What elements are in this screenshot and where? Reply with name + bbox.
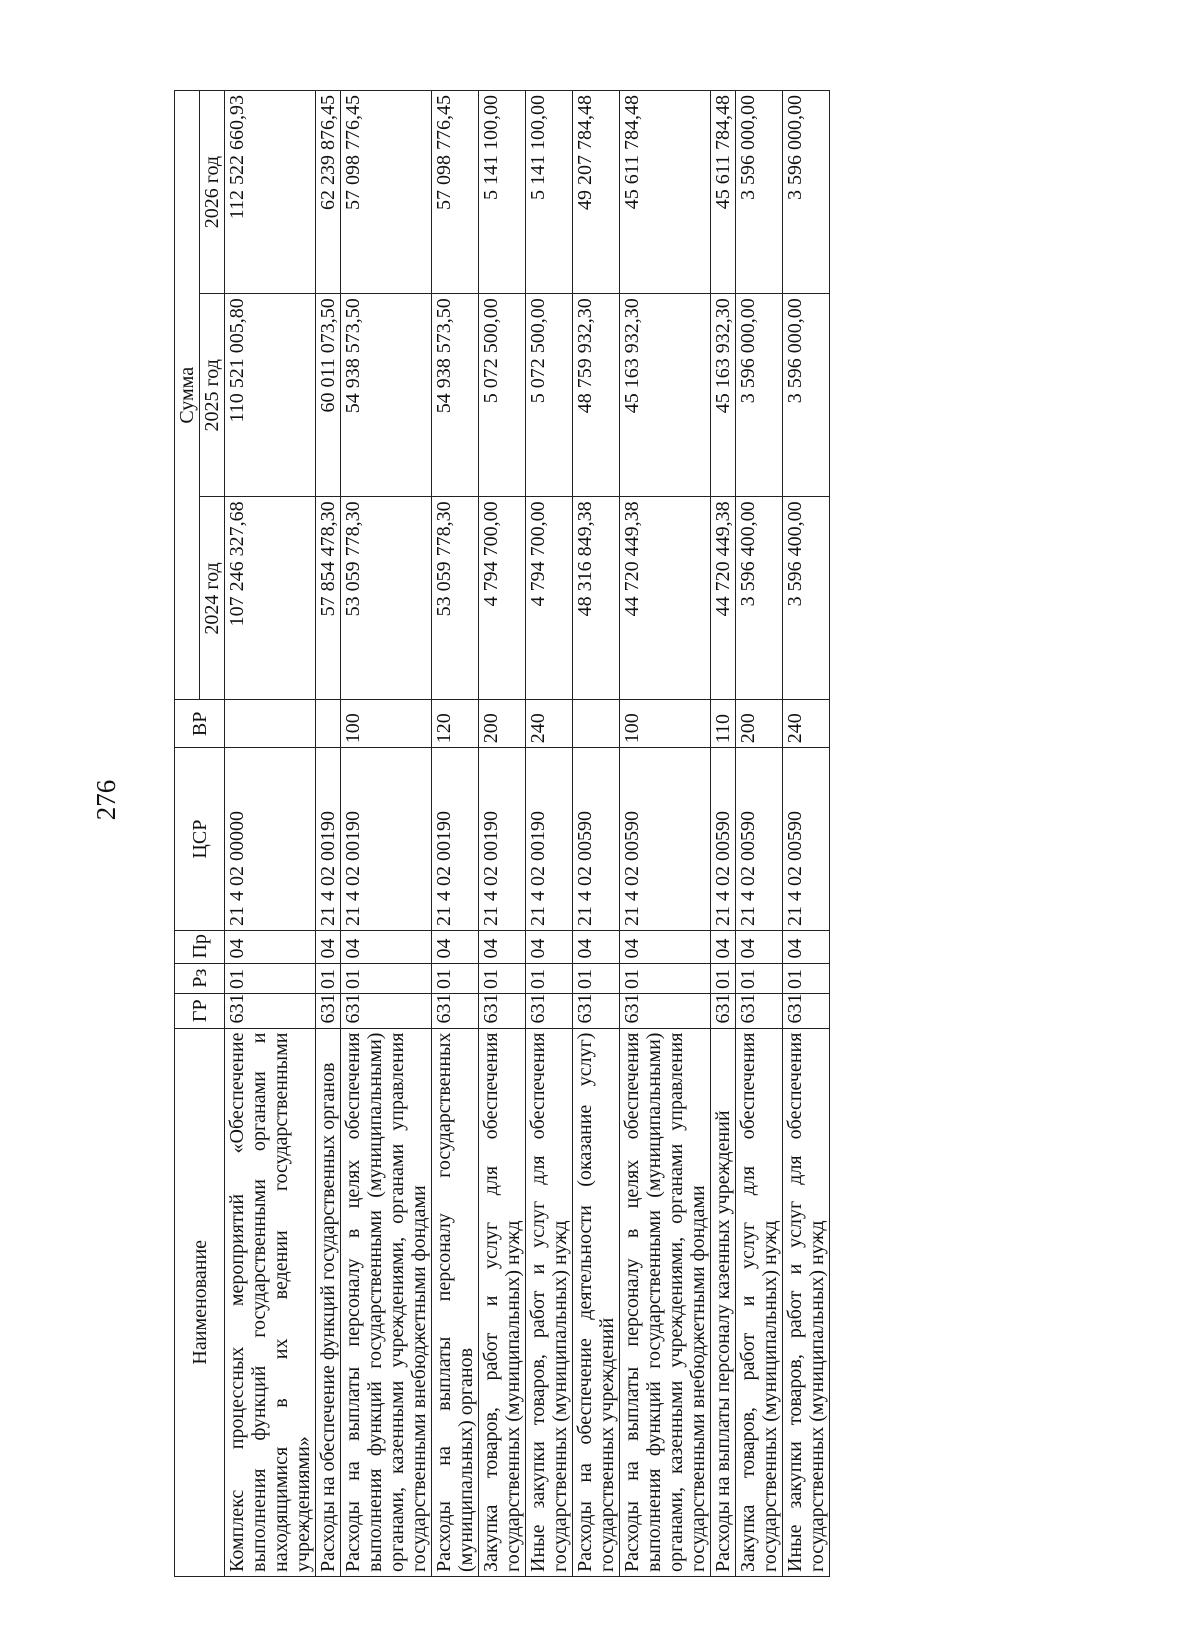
row-vr-cell [225, 700, 316, 748]
row-amount-2024-cell: 57 854 478,30 [316, 497, 341, 700]
row-name-cell: Закупка товаров, работ и услуг для обеспечения государственных (муниципальных) нужд [736, 1028, 783, 1576]
row-rz-cell: 01 [341, 963, 432, 993]
table-row [711, 91, 736, 1577]
row-amount-2026-cell: 3 596 000,00 [783, 91, 830, 294]
row-csr-cell: 21 4 02 00190 [316, 748, 341, 931]
row-gr-cell: 631 [432, 994, 479, 1029]
row-amount-2025-cell: 54 938 573,50 [341, 294, 432, 497]
row-csr-cell: 21 4 02 00590 [783, 748, 830, 931]
header-rz: Рз [175, 963, 225, 993]
row-rz-cell: 01 [432, 963, 479, 993]
row-gr-cell: 631 [479, 994, 526, 1029]
row-name-cell: Закупка товаров, работ и услуг для обеспечения государственных (муниципальных) нужд [479, 1028, 526, 1576]
row-amount-2024-cell: 4 794 700,00 [526, 497, 573, 700]
row-csr-cell: 21 4 02 00000 [225, 748, 316, 931]
row-amount-2024-cell: 53 059 778,30 [341, 497, 432, 700]
row-name-cell: Иные закупки товаров, работ и услуг для обеспечения государственных (муниципальных) нужд [526, 1028, 573, 1576]
row-amount-2025-cell: 45 163 932,30 [711, 294, 736, 497]
table-row [783, 91, 830, 1577]
table-row [620, 91, 711, 1577]
row-name-cell: Комплекс процессных мероприятий «Обеспечение выполнения функций государственными органами и находящимися в их ведении государственными учреждениями» [225, 1028, 316, 1576]
row-name-cell: Расходы на выплаты персоналу казенных учреждений [711, 1028, 736, 1576]
row-gr-cell: 631 [316, 994, 341, 1029]
row-name-cell: Расходы на обеспечение функций государственных органов [316, 1028, 341, 1576]
row-csr-cell: 21 4 02 00190 [526, 748, 573, 931]
row-gr-cell: 631 [736, 994, 783, 1029]
row-rz-cell: 01 [711, 963, 736, 993]
header-year-2026: 2026 год [200, 91, 225, 294]
row-gr-cell: 631 [225, 994, 316, 1029]
row-pr-cell: 04 [736, 931, 783, 964]
row-pr-cell: 04 [225, 931, 316, 964]
row-amount-2026-cell: 49 207 784,48 [573, 91, 620, 294]
row-name-cell: Расходы на обеспечение деятельности (оказание услуг) государственных учреждений [573, 1028, 620, 1576]
table-row [316, 91, 341, 1577]
header-pr: Пр [175, 931, 225, 964]
row-gr-cell: 631 [620, 994, 711, 1029]
row-vr-cell: 100 [341, 700, 432, 748]
row-amount-2025-cell: 54 938 573,50 [432, 294, 479, 497]
table-row [573, 91, 620, 1577]
table-container [174, 90, 1034, 1577]
table-row [341, 91, 432, 1577]
row-amount-2026-cell: 3 596 000,00 [736, 91, 783, 294]
row-vr-cell: 120 [432, 700, 479, 748]
row-name-cell: Расходы на выплаты персоналу государственных (муниципальных) органов [432, 1028, 479, 1576]
row-vr-cell [573, 700, 620, 748]
row-pr-cell: 04 [711, 931, 736, 964]
header-gr: ГР [175, 994, 225, 1029]
row-pr-cell: 04 [432, 931, 479, 964]
row-amount-2024-cell: 48 316 849,38 [573, 497, 620, 700]
header-csr: ЦСР [175, 748, 225, 931]
row-gr-cell: 631 [526, 994, 573, 1029]
row-amount-2025-cell: 48 759 932,30 [573, 294, 620, 497]
row-amount-2026-cell: 45 611 784,48 [711, 91, 736, 294]
row-amount-2026-cell: 62 239 876,45 [316, 91, 341, 294]
row-csr-cell: 21 4 02 00590 [620, 748, 711, 931]
row-name-cell: Расходы на выплаты персоналу в целях обеспечения выполнения функций государственными (муниципальными) органами, казенными учреждениями, органами управления государственными внебюджетными фондами [620, 1028, 711, 1576]
row-amount-2024-cell: 3 596 400,00 [736, 497, 783, 700]
row-rz-cell: 01 [225, 963, 316, 993]
row-amount-2025-cell: 60 011 073,50 [316, 294, 341, 497]
row-rz-cell: 01 [620, 963, 711, 993]
row-rz-cell: 01 [736, 963, 783, 993]
row-pr-cell: 04 [620, 931, 711, 964]
row-amount-2024-cell: 53 059 778,30 [432, 497, 479, 700]
row-amount-2025-cell: 5 072 500,00 [526, 294, 573, 497]
header-name: Наименование [175, 1028, 225, 1576]
row-amount-2025-cell: 3 596 000,00 [736, 294, 783, 497]
row-amount-2026-cell: 112 522 660,93 [225, 91, 316, 294]
row-csr-cell: 21 4 02 00590 [573, 748, 620, 931]
header-vr: ВР [175, 700, 225, 748]
row-amount-2026-cell: 57 098 776,45 [432, 91, 479, 294]
row-pr-cell: 04 [316, 931, 341, 964]
row-pr-cell: 04 [783, 931, 830, 964]
row-amount-2024-cell: 3 596 400,00 [783, 497, 830, 700]
row-pr-cell: 04 [526, 931, 573, 964]
row-name-cell: Иные закупки товаров, работ и услуг для обеспечения государственных (муниципальных) нужд [783, 1028, 830, 1576]
row-gr-cell: 631 [711, 994, 736, 1029]
table-row [225, 91, 316, 1577]
header-row-top [175, 91, 200, 1577]
row-amount-2026-cell: 5 141 100,00 [479, 91, 526, 294]
row-amount-2024-cell: 44 720 449,38 [620, 497, 711, 700]
table-body [225, 91, 830, 1577]
row-amount-2025-cell: 3 596 000,00 [783, 294, 830, 497]
table-row [526, 91, 573, 1577]
row-pr-cell: 04 [479, 931, 526, 964]
row-pr-cell: 04 [573, 931, 620, 964]
row-name-cell: Расходы на выплаты персоналу в целях обеспечения выполнения функций государственными (муниципальными) органами, казенными учреждениями, органами управления государственными внебюджетными фондами [341, 1028, 432, 1576]
row-csr-cell: 21 4 02 00590 [736, 748, 783, 931]
rotated-table-frame [174, 90, 1034, 1577]
row-csr-cell: 21 4 02 00190 [341, 748, 432, 931]
row-amount-2024-cell: 4 794 700,00 [479, 497, 526, 700]
row-vr-cell: 100 [620, 700, 711, 748]
row-csr-cell: 21 4 02 00190 [432, 748, 479, 931]
row-vr-cell: 200 [479, 700, 526, 748]
row-gr-cell: 631 [573, 994, 620, 1029]
row-vr-cell [316, 700, 341, 748]
row-rz-cell: 01 [316, 963, 341, 993]
row-amount-2025-cell: 5 072 500,00 [479, 294, 526, 497]
header-year-2024: 2024 год [200, 497, 225, 700]
row-rz-cell: 01 [479, 963, 526, 993]
row-pr-cell: 04 [341, 931, 432, 964]
row-amount-2025-cell: 110 521 005,80 [225, 294, 316, 497]
row-csr-cell: 21 4 02 00190 [479, 748, 526, 931]
row-vr-cell: 240 [526, 700, 573, 748]
table-row [479, 91, 526, 1577]
row-vr-cell: 240 [783, 700, 830, 748]
row-rz-cell: 01 [783, 963, 830, 993]
row-gr-cell: 631 [341, 994, 432, 1029]
row-amount-2024-cell: 44 720 449,38 [711, 497, 736, 700]
table-row [736, 91, 783, 1577]
row-amount-2025-cell: 45 163 932,30 [620, 294, 711, 497]
header-sum: Сумма [175, 91, 200, 700]
header-year-2025: 2025 год [200, 294, 225, 497]
row-rz-cell: 01 [573, 963, 620, 993]
table-row [432, 91, 479, 1577]
row-amount-2026-cell: 57 098 776,45 [341, 91, 432, 294]
row-csr-cell: 21 4 02 00590 [711, 748, 736, 931]
row-rz-cell: 01 [526, 963, 573, 993]
row-amount-2024-cell: 107 246 327,68 [225, 497, 316, 700]
row-vr-cell: 110 [711, 700, 736, 748]
budget-table [174, 90, 830, 1577]
row-amount-2026-cell: 5 141 100,00 [526, 91, 573, 294]
page-number: 276 [91, 779, 121, 821]
row-vr-cell: 200 [736, 700, 783, 748]
row-amount-2026-cell: 45 611 784,48 [620, 91, 711, 294]
row-gr-cell: 631 [783, 994, 830, 1029]
